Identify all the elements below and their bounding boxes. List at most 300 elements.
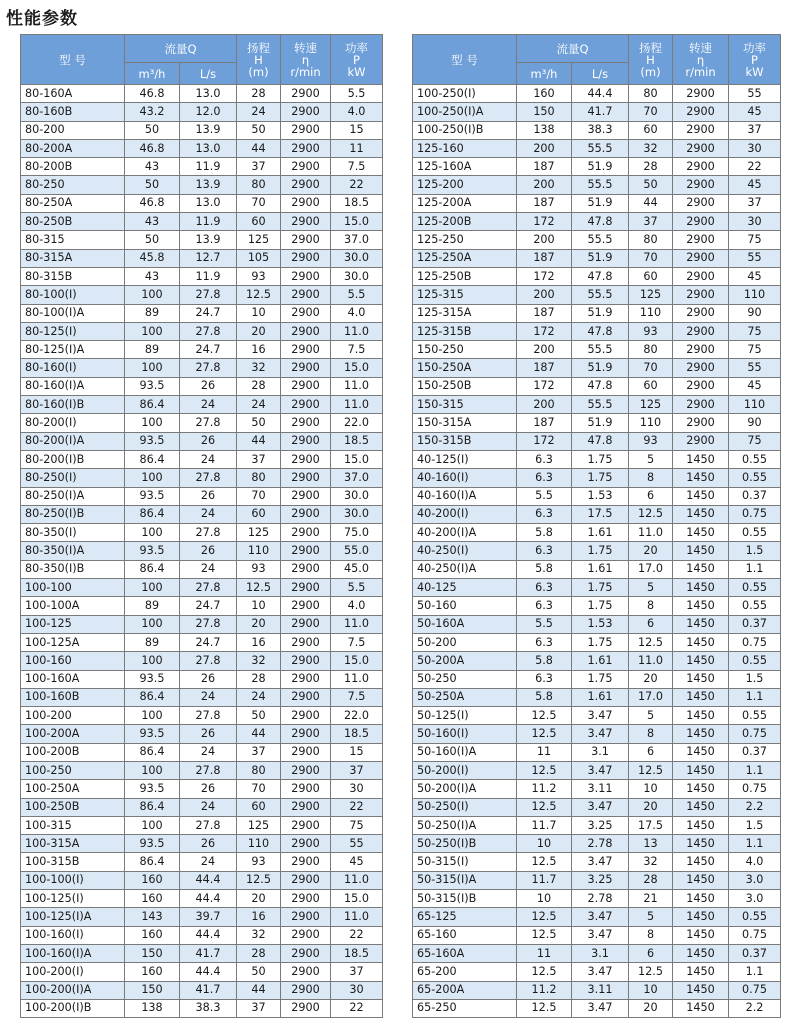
- cell-flow-ls: 47.8: [572, 213, 629, 231]
- cell-head: 50: [237, 963, 281, 981]
- cell-speed: 2900: [673, 231, 729, 249]
- header-model: 型 号: [21, 35, 125, 85]
- cell-model: 100-200(I)A: [21, 981, 125, 999]
- cell-head: 125: [237, 524, 281, 542]
- cell-speed: 2900: [281, 688, 331, 706]
- cell-speed: 2900: [281, 853, 331, 871]
- cell-model: 100-125(I): [21, 890, 125, 908]
- table-row: [21, 103, 383, 121]
- cell-power: 0.55: [729, 579, 781, 597]
- cell-head: 110: [237, 542, 281, 560]
- cell-speed: 2900: [281, 615, 331, 633]
- table-row: [21, 304, 383, 322]
- cell-flow-m3h: 100: [125, 524, 180, 542]
- cell-model: 125-250: [413, 231, 517, 249]
- cell-model: 40-250(I)A: [413, 560, 517, 578]
- cell-flow-ls: 1.75: [572, 597, 629, 615]
- cell-speed: 1450: [673, 963, 729, 981]
- table-row: [21, 450, 383, 468]
- cell-head: 20: [629, 999, 673, 1017]
- cell-speed: 1450: [673, 597, 729, 615]
- cell-flow-m3h: 150: [517, 103, 572, 121]
- cell-head: 6: [629, 615, 673, 633]
- table-row: [413, 524, 781, 542]
- cell-speed: 2900: [673, 286, 729, 304]
- cell-model: 80-250B: [21, 213, 125, 231]
- table-row: [413, 450, 781, 468]
- cell-model: 80-200A: [21, 139, 125, 157]
- cell-speed: 2900: [281, 450, 331, 468]
- cell-head: 60: [629, 267, 673, 285]
- cell-model: 100-125: [21, 615, 125, 633]
- cell-flow-m3h: 86.4: [125, 743, 180, 761]
- cell-speed: 1450: [673, 450, 729, 468]
- cell-flow-m3h: 86.4: [125, 798, 180, 816]
- cell-flow-ls: 3.47: [572, 725, 629, 743]
- cell-head: 12.5: [237, 286, 281, 304]
- cell-head: 5: [629, 579, 673, 597]
- cell-head: 10: [237, 304, 281, 322]
- cell-power: 75: [331, 816, 383, 834]
- cell-head: 80: [237, 176, 281, 194]
- cell-model: 150-250A: [413, 359, 517, 377]
- cell-head: 24: [237, 396, 281, 414]
- cell-speed: 2900: [673, 176, 729, 194]
- cell-flow-m3h: 150: [125, 981, 180, 999]
- table-row: [413, 432, 781, 450]
- cell-flow-m3h: 100: [125, 286, 180, 304]
- cell-head: 6: [629, 743, 673, 761]
- cell-power: 1.5: [729, 816, 781, 834]
- cell-power: 110: [729, 286, 781, 304]
- cell-model: 100-200: [21, 707, 125, 725]
- cell-flow-ls: 1.53: [572, 615, 629, 633]
- cell-power: 18.5: [331, 725, 383, 743]
- cell-speed: 2900: [673, 304, 729, 322]
- cell-flow-ls: 3.47: [572, 761, 629, 779]
- cell-model: 100-100A: [21, 597, 125, 615]
- cell-head: 24: [237, 688, 281, 706]
- cell-model: 150-250: [413, 341, 517, 359]
- header-power: 功率 P kW: [331, 35, 383, 85]
- cell-speed: 1450: [673, 798, 729, 816]
- cell-head: 37: [237, 450, 281, 468]
- cell-power: 0.75: [729, 505, 781, 523]
- cell-power: 55: [729, 85, 781, 103]
- cell-model: 50-315(I)A: [413, 871, 517, 889]
- cell-speed: 1450: [673, 981, 729, 999]
- cell-speed: 2900: [281, 926, 331, 944]
- cell-flow-m3h: 12.5: [517, 707, 572, 725]
- cell-flow-m3h: 11: [517, 743, 572, 761]
- cell-head: 10: [237, 597, 281, 615]
- table-row: [413, 560, 781, 578]
- cell-speed: 1450: [673, 725, 729, 743]
- cell-model: 50-315(I): [413, 853, 517, 871]
- cell-flow-m3h: 93.5: [125, 432, 180, 450]
- cell-power: 11.0: [331, 322, 383, 340]
- table-row: [413, 816, 781, 834]
- table-row: [413, 707, 781, 725]
- cell-flow-m3h: 43: [125, 213, 180, 231]
- cell-flow-m3h: 89: [125, 633, 180, 651]
- cell-flow-m3h: 6.3: [517, 597, 572, 615]
- cell-flow-ls: 44.4: [180, 890, 237, 908]
- table-row: [413, 633, 781, 651]
- cell-head: 5: [629, 707, 673, 725]
- cell-head: 28: [237, 670, 281, 688]
- cell-power: 0.55: [729, 597, 781, 615]
- cell-power: 22: [331, 999, 383, 1017]
- cell-speed: 2900: [281, 524, 331, 542]
- cell-speed: 2900: [673, 194, 729, 212]
- cell-flow-ls: 1.75: [572, 469, 629, 487]
- cell-speed: 2900: [673, 103, 729, 121]
- cell-speed: 1450: [673, 560, 729, 578]
- cell-model: 150-315A: [413, 414, 517, 432]
- cell-power: 75.0: [331, 524, 383, 542]
- cell-power: 0.55: [729, 707, 781, 725]
- cell-power: 5.5: [331, 579, 383, 597]
- table-row: [413, 286, 781, 304]
- table-row: [21, 213, 383, 231]
- table-row: [413, 341, 781, 359]
- cell-flow-ls: 1.61: [572, 652, 629, 670]
- cell-flow-m3h: 50: [125, 121, 180, 139]
- table-row: [413, 103, 781, 121]
- cell-speed: 2900: [281, 396, 331, 414]
- cell-model: 100-125(I)A: [21, 908, 125, 926]
- cell-power: 0.55: [729, 652, 781, 670]
- cell-flow-ls: 44.4: [180, 926, 237, 944]
- cell-speed: 1450: [673, 469, 729, 487]
- cell-head: 93: [629, 432, 673, 450]
- cell-power: 45: [729, 103, 781, 121]
- cell-flow-m3h: 200: [517, 286, 572, 304]
- cell-flow-ls: 13.9: [180, 231, 237, 249]
- cell-head: 105: [237, 249, 281, 267]
- cell-speed: 2900: [281, 542, 331, 560]
- table-row: [413, 761, 781, 779]
- cell-speed: 2900: [281, 999, 331, 1017]
- cell-flow-ls: 3.47: [572, 853, 629, 871]
- cell-flow-ls: 24: [180, 853, 237, 871]
- table-row: [413, 780, 781, 798]
- cell-power: 0.37: [729, 743, 781, 761]
- table-row: [21, 267, 383, 285]
- cell-flow-ls: 3.47: [572, 999, 629, 1017]
- cell-flow-m3h: 100: [125, 816, 180, 834]
- cell-model: 80-250(I)B: [21, 505, 125, 523]
- cell-flow-ls: 51.9: [572, 249, 629, 267]
- cell-speed: 2900: [281, 121, 331, 139]
- header-speed: 转速 η r/min: [673, 35, 729, 85]
- cell-flow-ls: 27.8: [180, 615, 237, 633]
- cell-flow-ls: 24.7: [180, 304, 237, 322]
- cell-speed: 2900: [673, 85, 729, 103]
- cell-flow-m3h: 93.5: [125, 780, 180, 798]
- cell-flow-m3h: 93.5: [125, 835, 180, 853]
- cell-flow-m3h: 6.3: [517, 469, 572, 487]
- cell-model: 100-315B: [21, 853, 125, 871]
- cell-model: 125-200B: [413, 213, 517, 231]
- cell-model: 65-200A: [413, 981, 517, 999]
- cell-flow-ls: 55.5: [572, 396, 629, 414]
- cell-flow-m3h: 5.5: [517, 487, 572, 505]
- cell-head: 28: [237, 85, 281, 103]
- cell-model: 80-200(I)A: [21, 432, 125, 450]
- table-row: [413, 267, 781, 285]
- cell-head: 110: [629, 304, 673, 322]
- cell-flow-m3h: 5.8: [517, 524, 572, 542]
- cell-model: 40-125: [413, 579, 517, 597]
- cell-power: 0.75: [729, 981, 781, 999]
- table-row: [413, 944, 781, 962]
- cell-model: 100-250B: [21, 798, 125, 816]
- cell-flow-ls: 27.8: [180, 579, 237, 597]
- table-row: [21, 633, 383, 651]
- cell-power: 4.0: [331, 304, 383, 322]
- cell-flow-m3h: 172: [517, 213, 572, 231]
- cell-flow-ls: 55.5: [572, 286, 629, 304]
- cell-flow-ls: 26: [180, 725, 237, 743]
- cell-flow-ls: 11.9: [180, 213, 237, 231]
- cell-model: 100-200(I): [21, 963, 125, 981]
- cell-flow-ls: 55.5: [572, 139, 629, 157]
- table-row: [21, 359, 383, 377]
- cell-speed: 2900: [281, 176, 331, 194]
- table-row: [413, 158, 781, 176]
- cell-flow-ls: 41.7: [572, 103, 629, 121]
- header-flow: 流量Q: [125, 35, 237, 63]
- cell-speed: 1450: [673, 853, 729, 871]
- cell-flow-m3h: 6.3: [517, 579, 572, 597]
- table-row: [21, 871, 383, 889]
- cell-flow-ls: 24.7: [180, 341, 237, 359]
- table-row: [413, 597, 781, 615]
- cell-power: 3.0: [729, 871, 781, 889]
- cell-speed: 2900: [281, 633, 331, 651]
- cell-flow-m3h: 172: [517, 377, 572, 395]
- cell-flow-ls: 26: [180, 542, 237, 560]
- cell-head: 11.0: [629, 652, 673, 670]
- cell-head: 37: [629, 213, 673, 231]
- cell-power: 0.37: [729, 487, 781, 505]
- cell-speed: 2900: [673, 377, 729, 395]
- cell-head: 28: [237, 377, 281, 395]
- table-row: [413, 963, 781, 981]
- cell-flow-ls: 41.7: [180, 981, 237, 999]
- cell-flow-ls: 24: [180, 743, 237, 761]
- cell-flow-m3h: 12.5: [517, 963, 572, 981]
- cell-flow-m3h: 160: [125, 871, 180, 889]
- cell-model: 40-200(I): [413, 505, 517, 523]
- cell-flow-ls: 24.7: [180, 597, 237, 615]
- cell-model: 100-160B: [21, 688, 125, 706]
- cell-flow-m3h: 6.3: [517, 633, 572, 651]
- table-body-right: [413, 85, 781, 1018]
- table-row: [21, 487, 383, 505]
- table-row: [413, 231, 781, 249]
- cell-flow-ls: 26: [180, 670, 237, 688]
- cell-flow-m3h: 150: [125, 944, 180, 962]
- cell-model: 40-160(I): [413, 469, 517, 487]
- cell-speed: 2900: [281, 908, 331, 926]
- cell-flow-ls: 55.5: [572, 341, 629, 359]
- cell-flow-m3h: 200: [517, 139, 572, 157]
- cell-head: 6: [629, 487, 673, 505]
- cell-flow-ls: 24: [180, 396, 237, 414]
- cell-head: 50: [237, 121, 281, 139]
- cell-model: 80-250A: [21, 194, 125, 212]
- cell-flow-ls: 24: [180, 560, 237, 578]
- cell-model: 100-160(I)A: [21, 944, 125, 962]
- cell-flow-ls: 12.0: [180, 103, 237, 121]
- cell-model: 80-100(I)A: [21, 304, 125, 322]
- cell-model: 100-315A: [21, 835, 125, 853]
- header-flow-ls: L/s: [180, 63, 237, 85]
- header-speed: 转速 η r/min: [281, 35, 331, 85]
- cell-flow-ls: 3.47: [572, 926, 629, 944]
- cell-model: 80-200(I): [21, 414, 125, 432]
- cell-flow-m3h: 46.8: [125, 85, 180, 103]
- table-row: [21, 139, 383, 157]
- cell-flow-m3h: 12.5: [517, 761, 572, 779]
- cell-flow-ls: 11.9: [180, 267, 237, 285]
- cell-model: 80-100(I): [21, 286, 125, 304]
- cell-power: 37: [729, 121, 781, 139]
- cell-power: 45.0: [331, 560, 383, 578]
- cell-flow-ls: 26: [180, 780, 237, 798]
- cell-speed: 1450: [673, 505, 729, 523]
- cell-flow-m3h: 100: [125, 469, 180, 487]
- cell-head: 16: [237, 633, 281, 651]
- cell-power: 0.55: [729, 469, 781, 487]
- cell-head: 10: [629, 780, 673, 798]
- cell-head: 110: [237, 835, 281, 853]
- cell-model: 50-200(I): [413, 761, 517, 779]
- cell-power: 22: [729, 158, 781, 176]
- cell-model: 80-125(I): [21, 322, 125, 340]
- cell-head: 8: [629, 725, 673, 743]
- cell-flow-ls: 3.1: [572, 743, 629, 761]
- cell-speed: 1450: [673, 707, 729, 725]
- cell-head: 70: [237, 194, 281, 212]
- table-row: [413, 377, 781, 395]
- cell-flow-ls: 1.53: [572, 487, 629, 505]
- performance-table-left: [20, 34, 383, 1018]
- table-row: [21, 231, 383, 249]
- cell-head: 37: [237, 158, 281, 176]
- cell-speed: 2900: [281, 981, 331, 999]
- cell-power: 30: [331, 981, 383, 999]
- cell-flow-ls: 39.7: [180, 908, 237, 926]
- cell-power: 15.0: [331, 890, 383, 908]
- table-row: [21, 707, 383, 725]
- cell-model: 80-315A: [21, 249, 125, 267]
- cell-head: 28: [629, 871, 673, 889]
- cell-power: 55: [729, 249, 781, 267]
- cell-model: 40-125(I): [413, 450, 517, 468]
- cell-head: 125: [629, 286, 673, 304]
- cell-flow-m3h: 187: [517, 249, 572, 267]
- cell-flow-ls: 11.9: [180, 158, 237, 176]
- table-row: [413, 542, 781, 560]
- table-row: [21, 560, 383, 578]
- table-row: [21, 743, 383, 761]
- cell-speed: 2900: [281, 761, 331, 779]
- cell-head: 20: [629, 542, 673, 560]
- cell-head: 93: [629, 322, 673, 340]
- cell-model: 50-200: [413, 633, 517, 651]
- cell-flow-ls: 3.47: [572, 963, 629, 981]
- cell-flow-m3h: 100: [125, 579, 180, 597]
- cell-speed: 2900: [281, 743, 331, 761]
- cell-speed: 2900: [281, 816, 331, 834]
- table-row: [21, 670, 383, 688]
- cell-flow-m3h: 86.4: [125, 560, 180, 578]
- cell-head: 20: [629, 798, 673, 816]
- cell-flow-m3h: 11.2: [517, 780, 572, 798]
- table-row: [413, 579, 781, 597]
- cell-flow-ls: 26: [180, 835, 237, 853]
- cell-power: 45: [729, 377, 781, 395]
- cell-flow-m3h: 138: [125, 999, 180, 1017]
- cell-model: 50-160: [413, 597, 517, 615]
- cell-head: 44: [237, 981, 281, 999]
- cell-head: 8: [629, 469, 673, 487]
- cell-flow-ls: 1.75: [572, 542, 629, 560]
- cell-flow-m3h: 200: [517, 396, 572, 414]
- cell-speed: 1450: [673, 633, 729, 651]
- cell-flow-ls: 51.9: [572, 414, 629, 432]
- cell-flow-m3h: 45.8: [125, 249, 180, 267]
- cell-power: 75: [729, 432, 781, 450]
- cell-speed: 2900: [281, 780, 331, 798]
- cell-power: 0.75: [729, 725, 781, 743]
- cell-speed: 2900: [281, 85, 331, 103]
- table-row: [21, 890, 383, 908]
- cell-speed: 2900: [281, 139, 331, 157]
- cell-flow-ls: 2.78: [572, 835, 629, 853]
- cell-power: 55: [331, 835, 383, 853]
- cell-head: 10: [629, 981, 673, 999]
- cell-speed: 1450: [673, 542, 729, 560]
- cell-head: 70: [629, 359, 673, 377]
- cell-model: 80-250(I)A: [21, 487, 125, 505]
- cell-model: 50-250: [413, 670, 517, 688]
- cell-speed: 1450: [673, 487, 729, 505]
- cell-flow-m3h: 172: [517, 267, 572, 285]
- cell-power: 1.1: [729, 963, 781, 981]
- cell-flow-ls: 3.1: [572, 944, 629, 962]
- cell-flow-m3h: 187: [517, 158, 572, 176]
- cell-speed: 2900: [281, 487, 331, 505]
- cell-speed: 2900: [673, 267, 729, 285]
- cell-power: 30: [729, 213, 781, 231]
- cell-model: 150-315B: [413, 432, 517, 450]
- cell-flow-ls: 26: [180, 432, 237, 450]
- cell-flow-m3h: 172: [517, 432, 572, 450]
- cell-power: 1.5: [729, 542, 781, 560]
- cell-flow-ls: 27.8: [180, 414, 237, 432]
- cell-power: 15: [331, 121, 383, 139]
- table-row: [413, 743, 781, 761]
- table-row: [21, 414, 383, 432]
- cell-speed: 2900: [281, 322, 331, 340]
- cell-head: 16: [237, 341, 281, 359]
- cell-head: 32: [629, 853, 673, 871]
